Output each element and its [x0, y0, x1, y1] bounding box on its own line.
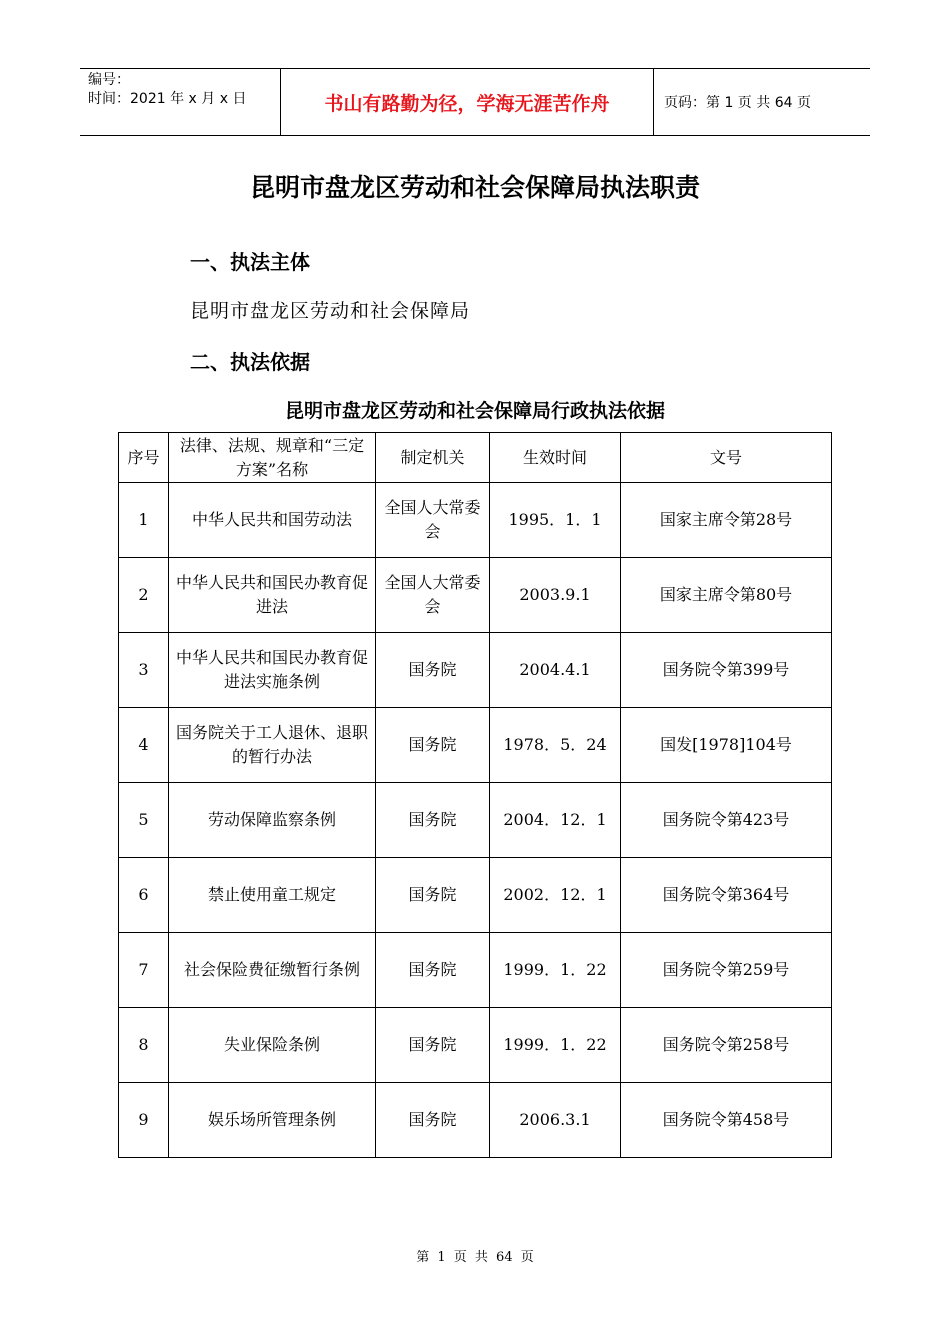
cell-authority: 全国人大常委会 [376, 558, 490, 633]
table-row [119, 708, 832, 783]
cell-doc-no: 国家主席令第28号 [621, 483, 832, 558]
cell-authority: 国务院 [376, 633, 490, 708]
cell-authority: 国务院 [376, 933, 490, 1008]
page-footer: 第 1 页 共 64 页 [416, 1250, 534, 1265]
col-header-doc-no: 文号 [621, 433, 832, 483]
col-header-no: 序号 [119, 433, 169, 483]
cell-date: 1978．5．24 [490, 708, 621, 783]
cell-name: 娱乐场所管理条例 [169, 1083, 376, 1158]
cell-name: 禁止使用童工规定 [169, 858, 376, 933]
cell-date: 2003.9.1 [490, 558, 621, 633]
cell-date: 2004．12．1 [490, 783, 621, 858]
table-row [119, 783, 832, 858]
table-caption: 昆明市盘龙区劳动和社会保障局行政执法依据 [284, 400, 665, 422]
cell-no: 5 [119, 783, 169, 858]
table-row [119, 1008, 832, 1083]
cell-authority: 国务院 [376, 1008, 490, 1083]
table-row [119, 483, 832, 558]
cell-doc-no: 国务院令第259号 [621, 933, 832, 1008]
section-heading-basis: 二、执法依据 [190, 350, 310, 374]
cell-no: 3 [119, 633, 169, 708]
cell-date: 2004.4.1 [490, 633, 621, 708]
cell-no: 7 [119, 933, 169, 1008]
cell-doc-no: 国务院令第458号 [621, 1083, 832, 1158]
cell-no: 8 [119, 1008, 169, 1083]
cell-date: 2002．12．1 [490, 858, 621, 933]
table-row [119, 1083, 832, 1158]
cell-name: 中华人民共和国民办教育促进法实施条例 [169, 633, 376, 708]
cell-no: 9 [119, 1083, 169, 1158]
table-row [119, 933, 832, 1008]
cell-name: 中华人民共和国劳动法 [169, 483, 376, 558]
table-row [119, 633, 832, 708]
cell-no: 4 [119, 708, 169, 783]
cell-name: 失业保险条例 [169, 1008, 376, 1083]
header-page-info: 页码：第 1 页 共 64 页 [664, 95, 811, 111]
section-heading-subject: 一、执法主体 [190, 250, 310, 274]
section-body-subject: 昆明市盘龙区劳动和社会保障局 [190, 300, 471, 322]
cell-date: 1999．1．22 [490, 1008, 621, 1083]
cell-date: 1995．1．1 [490, 483, 621, 558]
header-meta [80, 69, 281, 135]
cell-doc-no: 国务院令第399号 [621, 633, 832, 708]
table-header-row [119, 433, 832, 483]
cell-authority: 国务院 [376, 858, 490, 933]
cell-authority: 国务院 [376, 783, 490, 858]
cell-authority: 全国人大常委会 [376, 483, 490, 558]
table-row [119, 558, 832, 633]
header-motto: 书山有路勤为径，学海无涯苦作舟 [281, 69, 654, 135]
cell-date: 1999．1．22 [490, 933, 621, 1008]
table-row [119, 858, 832, 933]
cell-authority: 国务院 [376, 1083, 490, 1158]
document-title: 昆明市盘龙区劳动和社会保障局执法职责 [249, 173, 700, 202]
col-header-name: 法律、法规、规章和“三定方案”名称 [169, 433, 376, 483]
cell-no: 1 [119, 483, 169, 558]
cell-name: 社会保险费征缴暂行条例 [169, 933, 376, 1008]
code-label: 编号： [88, 72, 130, 88]
time-label: 时间：2021 年 x 月 x 日 [88, 91, 247, 107]
cell-no: 6 [119, 858, 169, 933]
cell-authority: 国务院 [376, 708, 490, 783]
cell-doc-no: 国务院令第364号 [621, 858, 832, 933]
page-header [80, 68, 870, 136]
enforcement-basis-table [118, 432, 832, 1158]
cell-name: 劳动保障监察条例 [169, 783, 376, 858]
cell-name: 中华人民共和国民办教育促进法 [169, 558, 376, 633]
col-header-authority: 制定机关 [376, 433, 490, 483]
cell-doc-no: 国发[1978]104号 [621, 708, 832, 783]
cell-name: 国务院关于工人退休、退职的暂行办法 [169, 708, 376, 783]
cell-doc-no: 国务院令第423号 [621, 783, 832, 858]
col-header-date: 生效时间 [490, 433, 621, 483]
cell-doc-no: 国务院令第258号 [621, 1008, 832, 1083]
cell-date: 2006.3.1 [490, 1083, 621, 1158]
cell-no: 2 [119, 558, 169, 633]
cell-doc-no: 国家主席令第80号 [621, 558, 832, 633]
